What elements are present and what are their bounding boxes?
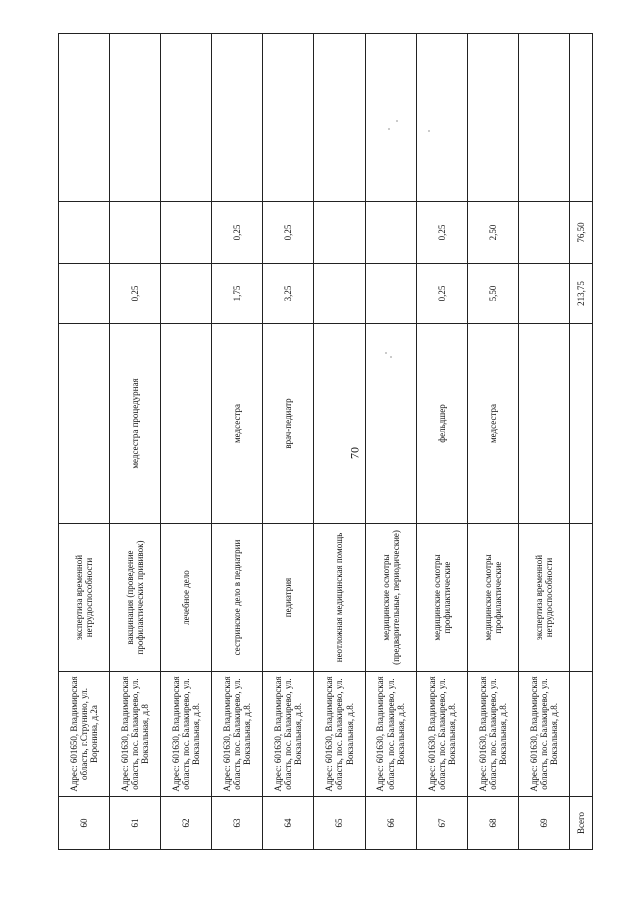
address-cell: Адрес: 601630, Владимирская область, пос. Балакирево, ул. Вокзальная, д.8. xyxy=(365,672,416,797)
rate-value-2: 0,25 xyxy=(212,202,263,264)
position-cell: фельдшер xyxy=(416,324,467,524)
position-cell: врач-педиатр xyxy=(263,324,314,524)
empty-cell xyxy=(416,34,467,202)
rate-value-2 xyxy=(518,202,569,264)
rate-value-1: 0,25 xyxy=(416,264,467,324)
activity-cell: вакцинация (проведение профилактических прививок) xyxy=(110,524,161,672)
rate-value-2 xyxy=(161,202,212,264)
address-cell: Адрес: 601650, Владимирская область, г.Струнино, ул. Воронина, д.2а xyxy=(59,672,110,797)
table-row xyxy=(161,34,212,850)
activity-cell: экспертиза временной нетрудоспособности xyxy=(59,524,110,672)
empty-cell xyxy=(161,34,212,202)
address-cell: Адрес: 601630, Владимирская область, пос. Балакирево, ул. Вокзальная, д.8. xyxy=(467,672,518,797)
total-label: Всего xyxy=(569,797,592,850)
rate-value-2 xyxy=(314,202,365,264)
total-empty xyxy=(569,524,592,672)
empty-cell xyxy=(263,34,314,202)
empty-cell xyxy=(518,34,569,202)
rate-value-1: 1,75 xyxy=(212,264,263,324)
table-row xyxy=(365,34,416,850)
row-number: 64 xyxy=(263,797,314,850)
rate-value-1: 5,50 xyxy=(467,264,518,324)
empty-cell xyxy=(365,34,416,202)
position-cell xyxy=(518,324,569,524)
scan-speck xyxy=(396,120,398,122)
rate-value-1: 3,25 xyxy=(263,264,314,324)
row-number: 68 xyxy=(467,797,518,850)
table-row xyxy=(59,34,110,850)
position-cell: медсестра xyxy=(467,324,518,524)
position-cell xyxy=(59,324,110,524)
position-cell: медсестра xyxy=(212,324,263,524)
page-number: 70 xyxy=(347,447,362,459)
rate-value-2 xyxy=(110,202,161,264)
position-cell: медсестра процедурная xyxy=(110,324,161,524)
rate-value-2: 0,25 xyxy=(263,202,314,264)
activity-cell: медицинские осмотры профилактические xyxy=(416,524,467,672)
rate-value-2 xyxy=(365,202,416,264)
staffing-table xyxy=(58,33,593,850)
rotated-table-container xyxy=(58,34,593,850)
empty-cell xyxy=(212,34,263,202)
rate-value-1 xyxy=(314,264,365,324)
rate-value-1 xyxy=(59,264,110,324)
address-cell: Адрес: 601630, Владимирская область, пос. Балакирево, ул. Вокзальная, д.8. xyxy=(263,672,314,797)
table-row xyxy=(416,34,467,850)
total-empty xyxy=(569,34,592,202)
row-number: 66 xyxy=(365,797,416,850)
rate-value-1 xyxy=(365,264,416,324)
total-row xyxy=(569,34,592,850)
table-body xyxy=(59,34,593,850)
scan-speck xyxy=(390,356,392,358)
address-cell: Адрес: 601630, Владимирская область, пос. Балакирево, ул. Вокзальная, д.8. xyxy=(416,672,467,797)
activity-cell: педиатрия xyxy=(263,524,314,672)
activity-cell: лечебное дело xyxy=(161,524,212,672)
total-empty xyxy=(569,324,592,524)
address-cell: Адрес: 601630, Владимирская область, пос. Балакирево, ул. Вокзальная, д.8 xyxy=(110,672,161,797)
total-value-2: 76,50 xyxy=(569,202,592,264)
position-cell xyxy=(161,324,212,524)
activity-cell: неотложная медицинская помощь xyxy=(314,524,365,672)
rate-value-1 xyxy=(518,264,569,324)
activity-cell: сестринское дело в педиатрии xyxy=(212,524,263,672)
row-number: 60 xyxy=(59,797,110,850)
table-row xyxy=(467,34,518,850)
row-number: 69 xyxy=(518,797,569,850)
total-empty xyxy=(569,672,592,797)
address-cell: Адрес: 601630, Владимирская область, пос. Балакирево, ул. Вокзальная, д.8. xyxy=(314,672,365,797)
address-cell: Адрес: 601630, Владимирская область, пос. Балакирево, ул. Вокзальная, д.8. xyxy=(212,672,263,797)
activity-cell: медицинские осмотры (предварительные, периодические) xyxy=(365,524,416,672)
rate-value-2 xyxy=(59,202,110,264)
activity-cell: медицинские осмотры профилактические xyxy=(467,524,518,672)
row-number: 62 xyxy=(161,797,212,850)
empty-cell xyxy=(314,34,365,202)
scan-speck xyxy=(428,130,430,132)
table-row xyxy=(314,34,365,850)
table-row xyxy=(212,34,263,850)
rate-value-1 xyxy=(161,264,212,324)
activity-cell: экспертиза временной нетрудоспособности xyxy=(518,524,569,672)
rate-value-2: 0,25 xyxy=(416,202,467,264)
total-value-1: 213,75 xyxy=(569,264,592,324)
table-row xyxy=(263,34,314,850)
scan-speck xyxy=(388,128,390,130)
empty-cell xyxy=(110,34,161,202)
scan-speck xyxy=(385,352,387,354)
rate-value-1: 0,25 xyxy=(110,264,161,324)
address-cell: Адрес: 601630, Владимирская область, пос. Балакирево, ул. Вокзальная, д.8. xyxy=(161,672,212,797)
empty-cell xyxy=(59,34,110,202)
empty-cell xyxy=(467,34,518,202)
address-cell: Адрес: 601630, Владимирская область, пос. Балакирево, ул. Вокзальная, д.8. xyxy=(518,672,569,797)
row-number: 61 xyxy=(110,797,161,850)
rate-value-2: 2,50 xyxy=(467,202,518,264)
row-number: 63 xyxy=(212,797,263,850)
table-row xyxy=(518,34,569,850)
position-cell xyxy=(365,324,416,524)
position-cell xyxy=(314,324,365,524)
row-number: 65 xyxy=(314,797,365,850)
row-number: 67 xyxy=(416,797,467,850)
table-row xyxy=(110,34,161,850)
